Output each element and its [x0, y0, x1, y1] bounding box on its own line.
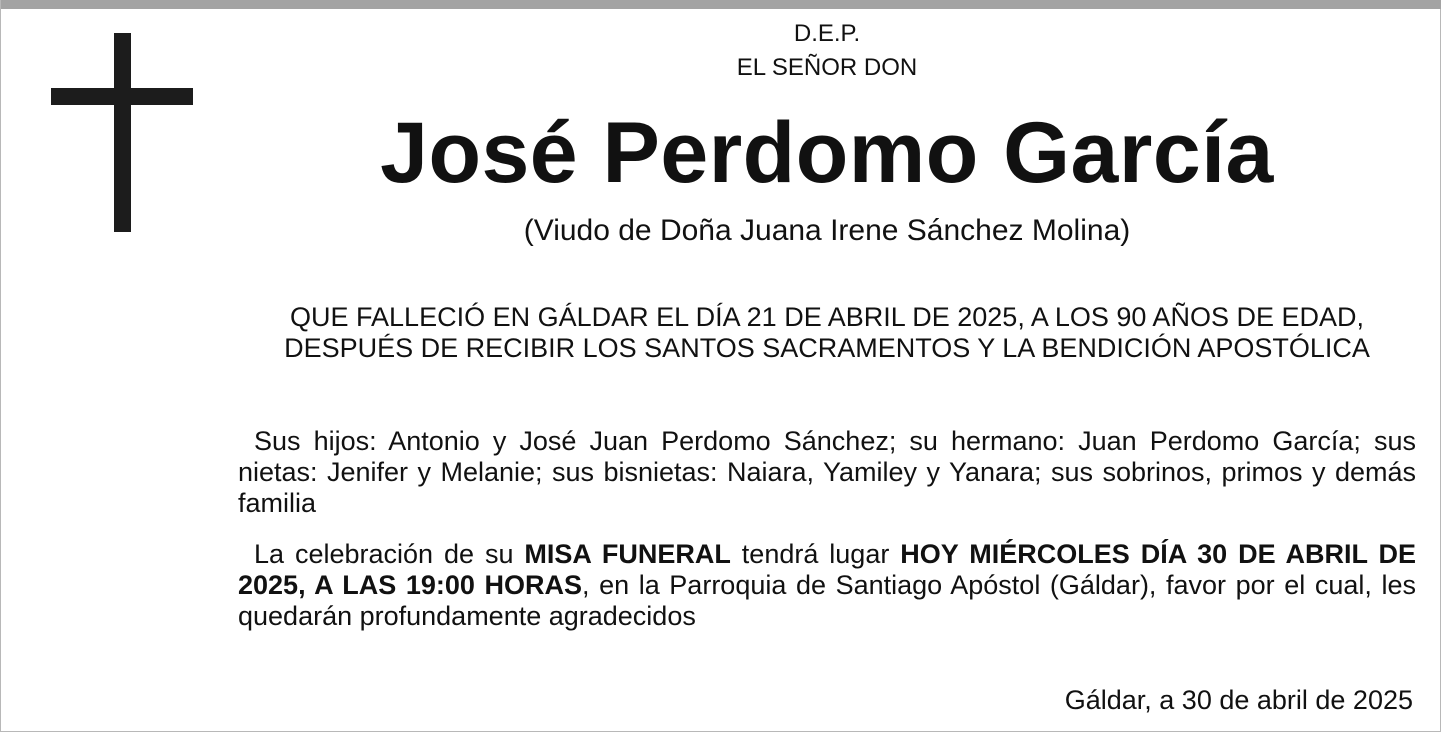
dep-heading: D.E.P. — [793, 20, 861, 47]
cross-vertical-beam — [114, 33, 131, 232]
cross-icon — [51, 33, 193, 232]
honorific-line: EL SEÑOR DON — [736, 54, 918, 81]
deceased-name: José Perdomo García — [380, 105, 1274, 201]
death-announcement: QUE FALLECIÓ EN GÁLDAR EL DÍA 21 DE ABRIL DE 2025, A LOS 90 AÑOS DE EDAD, DESPUÉS DE RECIBIR LOS SANTOS SACRAMENTOS Y LA BENDICIÓN APOSTÓLICA — [284, 302, 1370, 363]
funeral-mass-paragraph — [238, 539, 1416, 632]
mass-text-1: La celebración de su — [254, 539, 525, 569]
cross-horizontal-beam — [51, 88, 193, 105]
mass-text-3: , en la Parroquia de Santiago Apóstol (Gáldar), favor por el cual, les quedarán profundamente agradecidos — [238, 570, 1416, 631]
place-and-date: Gáldar, a 30 de abril de 2025 — [1064, 685, 1413, 715]
mass-text-2: tendrá lugar — [730, 539, 901, 569]
mass-bold-funeral: MISA FUNERAL — [524, 539, 731, 569]
relation-line: (Viudo de Doña Juana Irene Sánchez Molina) — [523, 214, 1131, 247]
top-border-bar — [1, 0, 1441, 9]
family-paragraph: Sus hijos: Antonio y José Juan Perdomo Sánchez; su hermano: Juan Perdomo García; sus nietas: Jenifer y Melanie; sus bisnietas: Naiara, Yamiley y Yanara; sus sobrinos, primos y demás familia — [238, 426, 1416, 518]
mass-bold-datetime: HOY MIÉRCOLES DÍA 30 DE ABRIL DE 2025, A LAS 19:00 HORAS — [238, 539, 1416, 600]
